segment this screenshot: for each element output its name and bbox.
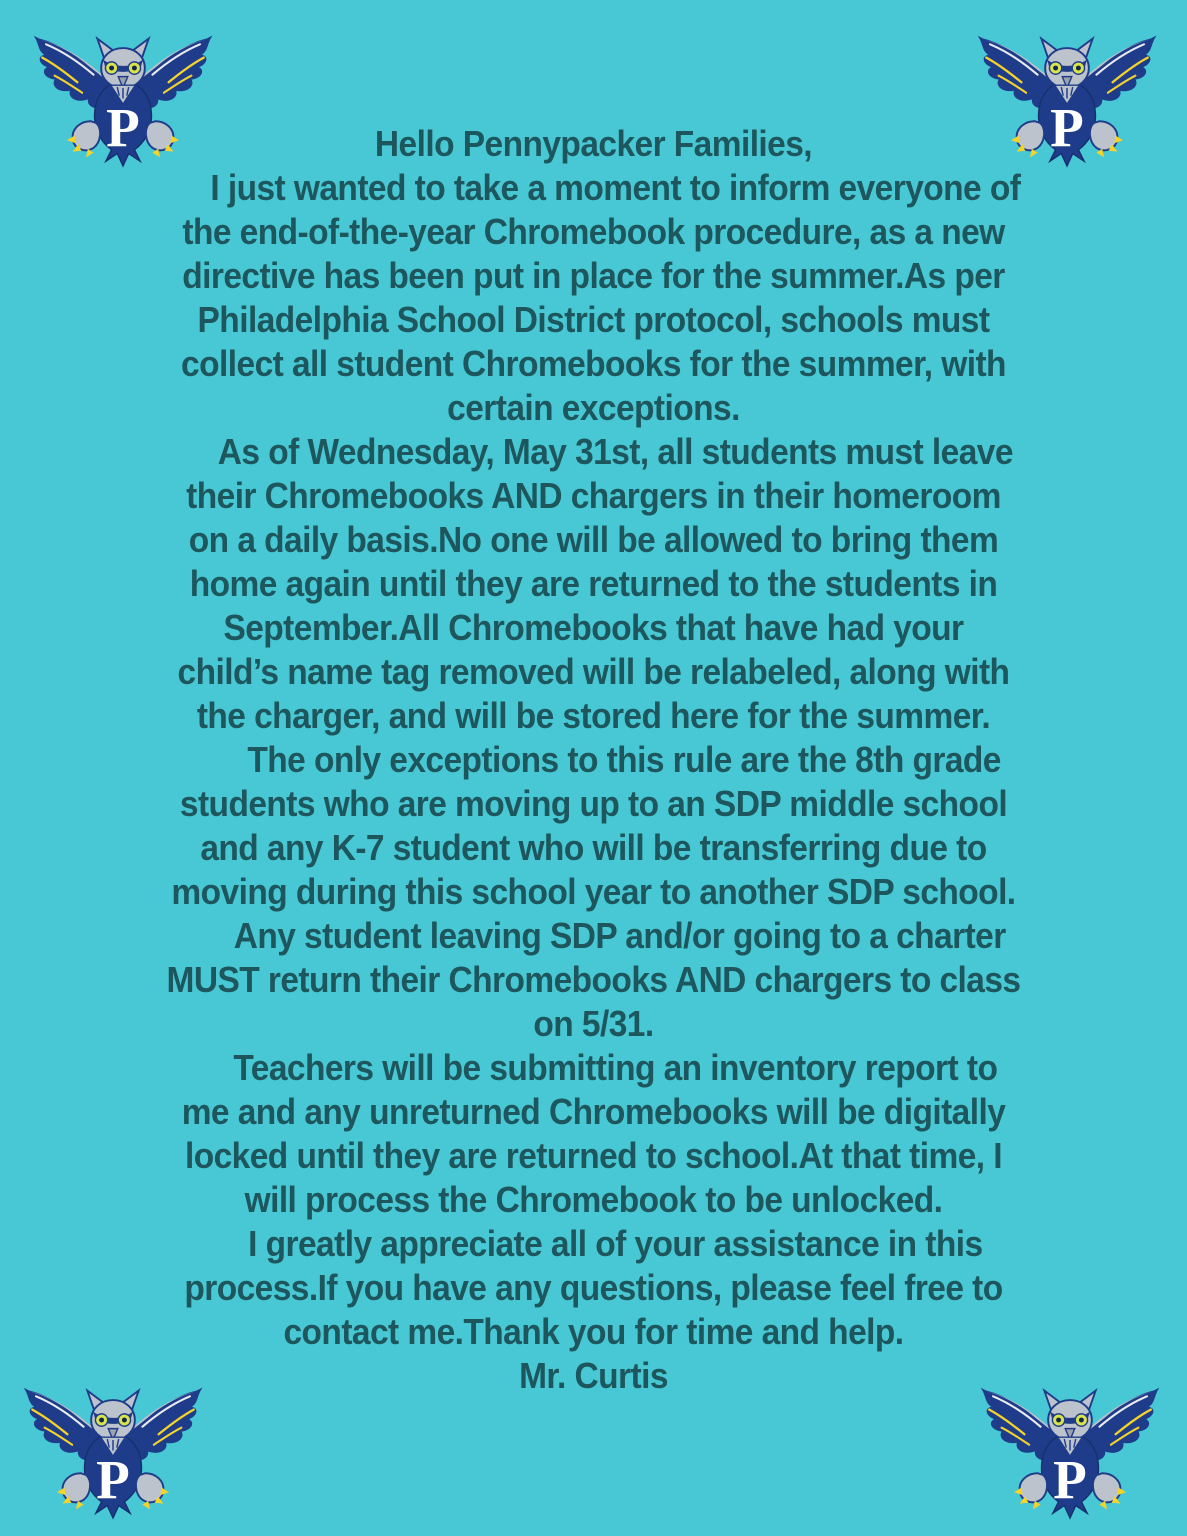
letter-line: I just wanted to take a moment to inform everyone of (166, 167, 1021, 208)
letter-line: Teachers will be submitting an inventory report to (189, 1047, 998, 1088)
letter-line: directive has been put in place for the summer.As per (182, 255, 1005, 296)
letter-line: contact me.Thank you for time and help. (283, 1311, 904, 1352)
letter-line: Philadelphia School District protocol, schools must (197, 299, 990, 340)
letter-line: me and any unreturned Chromebooks will be digitally (181, 1091, 1006, 1132)
letter-line: the end-of-the-year Chromebook procedure, as a new (182, 211, 1005, 252)
owl-logo-bottom-right (975, 1378, 1165, 1521)
letter-line: Mr. Curtis (519, 1355, 668, 1396)
letter-line: As of Wednesday, May 31st, all students must leave (174, 431, 1013, 472)
letter-line: collect all student Chromebooks for the summer, with (181, 343, 1006, 384)
letter-line: and any K-7 student who will be transferring due to (200, 827, 987, 868)
letter-line: the charger, and will be stored here for the summer. (196, 695, 991, 736)
announcement-letter (42, 122, 1146, 1398)
letter-line: process.If you have any questions, please feel free to (184, 1267, 1003, 1308)
letter-line: The only exceptions to this rule are the 8th grade (186, 739, 1001, 780)
letter-line: Any student leaving SDP and/or going to a charter (181, 915, 1006, 956)
letter-line: will process the Chromebook to be unlocked. (244, 1179, 943, 1220)
letter-line: locked until they are returned to school.At that time, I (184, 1135, 1003, 1176)
letter-line: moving during this school year to another SDP school. (171, 871, 1016, 912)
letter-line: on 5/31. (533, 1003, 654, 1044)
letter-line: Hello Pennypacker Families, (374, 123, 813, 164)
letter-line: their Chromebooks AND chargers in their homeroom (186, 475, 1001, 516)
letter-line: certain exceptions. (447, 387, 740, 428)
owl-icon (18, 1378, 208, 1521)
letter-line: students who are moving up to an SDP middle school (179, 783, 1008, 824)
owl-logo-bottom-left (18, 1378, 208, 1521)
letter-line: I greatly appreciate all of your assistance in this (204, 1223, 983, 1264)
letter-line: home again until they are returned to the students in (189, 563, 998, 604)
letter-line: on a daily basis.No one will be allowed to bring them (188, 519, 999, 560)
letter-line: September.All Chromebooks that have had your (223, 607, 964, 648)
letter-line: child’s name tag removed will be relabeled, along with (177, 651, 1010, 692)
owl-icon (975, 1378, 1165, 1521)
letter-line: MUST return their Chromebooks AND chargers to class (166, 959, 1021, 1000)
